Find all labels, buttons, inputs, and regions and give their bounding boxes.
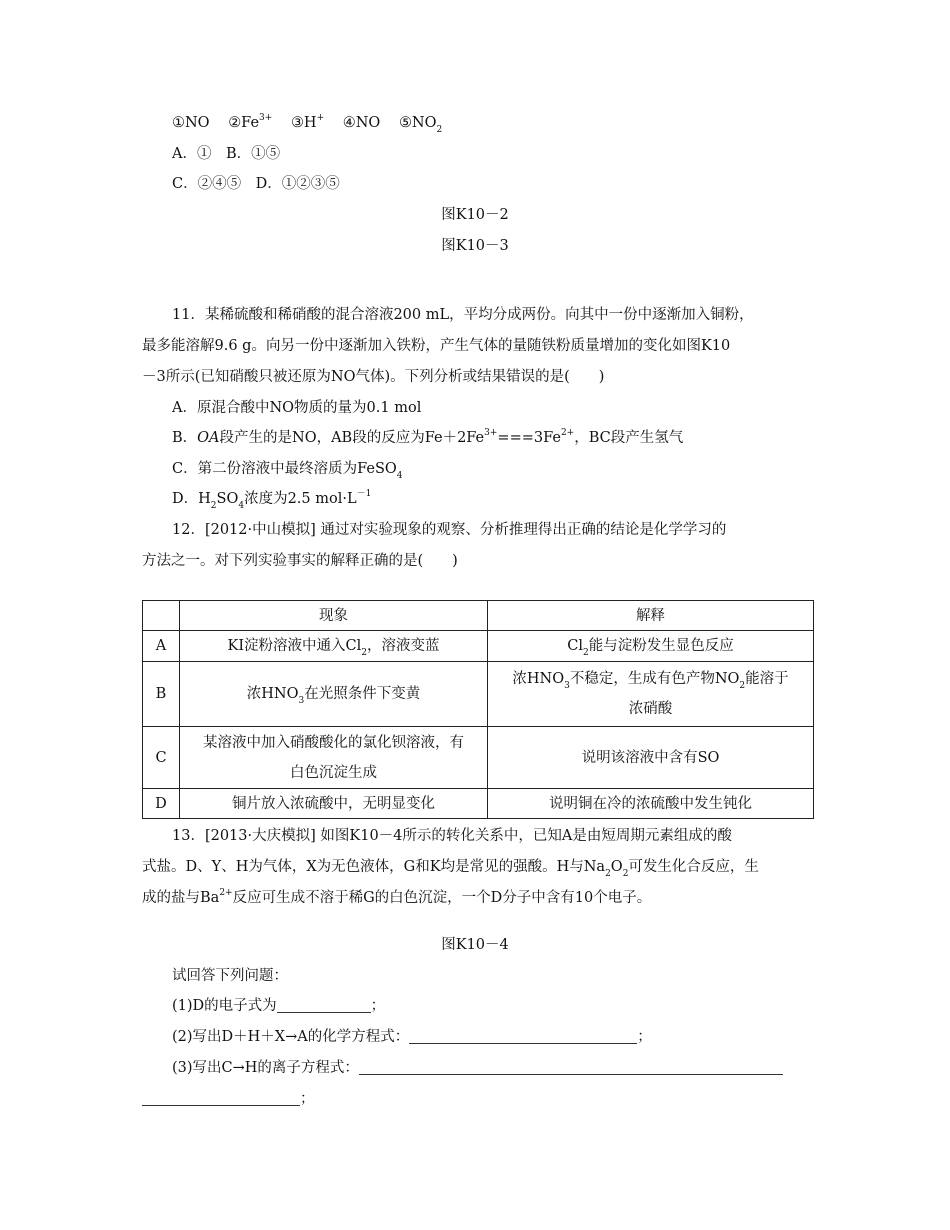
phenomenon-cell: 浓$HNO_3$在光照条件下变黄	[180, 662, 488, 727]
phenomenon-cell: 铜片放入浓硫酸中，无明显变化	[180, 789, 488, 819]
row-label: D	[143, 789, 180, 819]
option-3: ③H	[290, 115, 317, 131]
q13-sub3-continuation: ；	[142, 1089, 315, 1109]
q12-stem-line1: 12．[2012·中山模拟] 通过对实验现象的观察、分析推理得出正确的结论是化学学习的	[172, 522, 727, 538]
q13-sub1: (1)D的电子式为 ；	[172, 998, 386, 1014]
q10-choice-cd: C．②④⑤ D．①②③⑤	[172, 176, 340, 192]
q11-stem-line2: 最多能溶解9.6 g。向另一份中逐渐加入铁粉，产生气体的量随铁粉质量增加的变化如图K10	[142, 338, 731, 354]
table-header-blank	[143, 601, 180, 631]
explanation-cell: $Cl_2$能与淀粉发生显色反应	[488, 631, 814, 662]
option-4: ④NO	[342, 115, 381, 131]
q11-option-b: B．OA段产生的是NO，AB段的反应为$Fe+2Fe^{3+}===3Fe^{2+}$，BC段产生氢气	[172, 428, 684, 446]
q13-stem-line1: 13．[2013·大庆模拟] 如图K10－4所示的转化关系中，已知A是由短周期元素组成的酸	[172, 828, 732, 844]
q11-option-a: A．原混合酸中NO物质的量为0.1 mol	[172, 400, 422, 416]
q13-prompt: 试回答下列问题：	[172, 968, 288, 984]
q11-option-d: D．$H_2SO_4$浓度为2.5 $mol\cdot L^{-1}$	[172, 489, 372, 511]
table-row	[143, 662, 814, 727]
option-2: ②Fe	[228, 115, 260, 131]
answer-blank[interactable]	[359, 1060, 783, 1075]
q11-stem-line3: －3所示(已知硝酸只被还原为NO气体)。下列分析或结果错误的是( )	[142, 369, 605, 385]
row-label: C	[143, 727, 180, 789]
q11-option-c: C．第二份溶液中最终溶质为FeSO$_4$	[172, 461, 403, 481]
table-header-explanation: 解释	[488, 601, 814, 631]
figure-caption-k10-3: 图K10－3	[441, 238, 509, 254]
q12-stem-line2: 方法之一。对下列实验事实的解释正确的是( )	[142, 553, 458, 569]
table-header-row	[143, 601, 814, 631]
row-label: B	[143, 662, 180, 727]
q10-option-list: ①NO $②Fe^{3+}$ ③H+ ④NO $⑤NO_2$	[172, 113, 443, 135]
option-1: ①NO	[172, 115, 210, 131]
figure-caption-k10-2: 图K10－2	[441, 207, 509, 223]
q12-table	[142, 600, 814, 819]
option-5: ⑤NO	[398, 115, 437, 131]
q13-sub3: (3)写出C→H的离子方程式：	[172, 1058, 783, 1078]
explanation-cell: 说明该溶液中含有SO	[488, 727, 814, 789]
q11-stem-line1: 11．某稀硫酸和稀硝酸的混合溶液200 mL，平均分成两份。向其中一份中逐渐加入铜粉，	[172, 307, 754, 323]
figure-caption-k10-4: 图K10－4	[441, 937, 509, 953]
table-row	[143, 631, 814, 662]
explanation-cell: 浓$HNO_3$不稳定，生成有色产物$NO_2$能溶于 浓硝酸	[488, 662, 814, 727]
row-label: A	[143, 631, 180, 662]
table-row	[143, 789, 814, 819]
answer-blank[interactable]	[142, 1091, 300, 1106]
answer-blank[interactable]	[277, 998, 371, 1013]
q10-choice-ab: A．① B．①⑤	[172, 146, 281, 162]
q13-sub2: (2)写出D＋H＋X→A的化学方程式： ；	[172, 1029, 652, 1045]
q13-stem-line2: 式盐。D、Y、H为气体，X为无色液体，G和K均是常见的强酸。H与$Na_2O_2$可发生化合反应，生	[142, 859, 759, 879]
answer-blank[interactable]	[409, 1029, 637, 1044]
q13-stem-line3: 成的盐与$Ba^{2+}$反应可生成不溶于稀G的白色沉淀，一个D分子中含有10个电子。	[142, 888, 652, 906]
phenomenon-cell: 某溶液中加入硝酸酸化的氯化钡溶液，有 白色沉淀生成	[180, 727, 488, 789]
phenomenon-cell: KI淀粉溶液中通入$Cl_2$，溶液变蓝	[180, 631, 488, 662]
table-row	[143, 727, 814, 789]
table-header-phenomenon: 现象	[180, 601, 488, 631]
explanation-cell: 说明铜在冷的浓硫酸中发生钝化	[488, 789, 814, 819]
